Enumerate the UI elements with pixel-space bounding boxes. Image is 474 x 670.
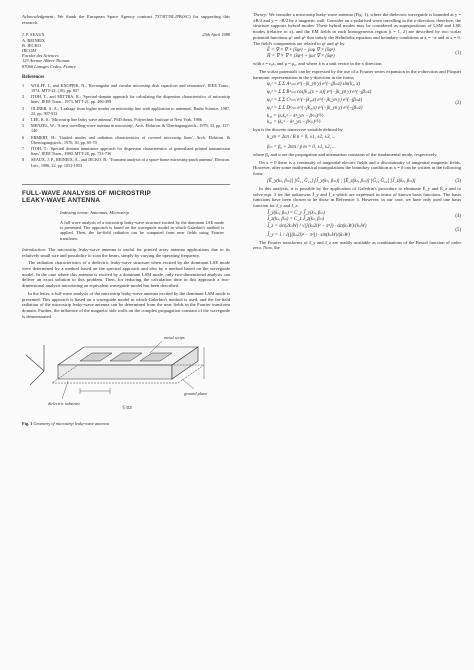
article-divider [22,184,230,185]
equation-line: k_yn = 2nπ / B n = 0, ±1, ±2, ±3, ... [267,135,336,141]
equation-line: φ₁ᵉ = Σ Σ A¹ₙₘ e^(−jk_yn y) e^(−jβₘz) sin(k₁ₓ x) [267,82,360,88]
ref-num: 8 [22,157,25,163]
ref-num: 2 [22,94,25,100]
equation-2 [253,82,461,126]
equation-3 [253,135,461,141]
figure-caption [22,421,230,426]
author-name: J. P. SEAUX [22,32,45,38]
reference-item [22,135,230,145]
acknowledgment-label: Acknowledgment: [22,14,55,19]
equation-number: (1) [455,51,461,57]
substrate-slab [58,347,198,379]
ref-num: 7 [22,146,25,152]
author-name: B. JECKO [22,42,41,48]
ref-num: 1 [22,82,25,88]
ref-num: 4 [22,117,25,123]
equation-number: (4) [455,213,461,219]
article-title: LEAKY-WAVE ANTENNA [22,197,101,205]
figure-caption-text: Geometry of microstrip leaky-wave antenna [33,421,109,427]
antenna-geometry-diagram [22,325,230,413]
equation-line: Ē = ∇ × ∇ × (x̂φᵉ) − jωμ ∇ × (x̂φʰ) [267,48,335,54]
theory-paragraph: On x = 0 there is a continuity of tangential electric fields and a discontinuity of tangential magnetic fields. However, after some mathematical manipulations the boundary condition at x = 0 can be written in the following form: [253,159,461,177]
figure-1 [22,325,230,426]
equation-line: φ₂ᵉ = Σ Σ C²ₙₘ e^(−jk₂ₓx) e^(−jk_yn y) e^(−jβₘz) [267,98,363,104]
abstract: A full-wave analysis of a microstrip leaky-wave structure excited by the dominant LSE mode is presented. The approach is based on the waveguide model in which Galerkin's method is applied. Then, the far-field radiation can be computed from near fields using Fourier transform. [60,219,224,241]
equation-line: φ₁ʰ = Σ Σ B¹ₙₘ cos[k₁ₓ(x + a)] e^(−jk_yn y) e^(−jβₘz) [267,90,372,96]
equation-line: φ₂ʰ = Σ Σ D²ₙₘ e^(−jk₂ₓx) e^(−jk_yn y) e^(−jβₘz) [267,106,363,112]
affiliation-line: 123 Avenue Albert-Thomas [22,58,70,64]
equation-7 [253,224,461,239]
theory-paragraph [253,12,461,46]
right-column [253,0,461,253]
equation-line: J̃_z(kₙ, βₘ) = C_z J̃_z(kₙ, βₘ) [267,216,325,222]
reference-item [22,123,230,133]
left-column [22,0,230,427]
acknowledgment-text: We thank the European Space Agency contract 737/87/NL/PB(SC) for supporting this research. [22,14,230,25]
equation-line: J̃_z = sin(2kₙW) / √([(kₙ2l)² − π²]) · sin(kₙW)/(kₙW) [267,223,367,229]
equation-number: (2) [455,101,461,107]
label-metal-strips: metal strips [164,335,185,341]
equation-line: J̃_y = 1 / √([(kₙ2l)² − π²]) · sin(kₙW)/(kₙW) [267,232,350,238]
label-ground-plane: ground plane [184,391,208,397]
ref-num: 5 [22,123,25,129]
equation-number: (5) [455,228,461,234]
ref-text: SEAUX, J. P., REINEIX, A., and JECKO, B.: 'Transient analysis of a space-borne microstrip patch antenna', Electron. Lett., 1986, 22, pp. 1052-1053 [31,157,230,168]
equation-line: H̄ = ∇ × ∇ × (x̂φʰ) + jωε ∇ × (x̂φᵉ) [267,54,335,60]
theory-label: Theory: [253,12,268,17]
theory-paragraph: The scalar potentials can be expressed by the use of a Fourier series expansion in the z-direction and Floquet harmonic representation in the y-direction in the forms [253,68,461,80]
intro-paragraph [22,247,230,258]
equation-line: k₂ₓ = (k₀² − k²_yn − β²ₘ)^½ [267,120,321,126]
reference-item [22,146,230,156]
acknowledgment [22,14,230,25]
intro-paragraph: The radiation characteristics of a dielectric leaky-wave structure when excited by the dominant LSE mode were determined by a method based on the spectral approach and also by a method based on the waveguide model. In the case where this antenna is excited by a dominant LSM mode, only two-dimensional analysis can deliver an exact solution to this problem. Then, for reducing the calculation time in this approach a two-dimensional analysis introducing an equivalent waveguide model has been described. [22,260,230,289]
equation-5 [253,179,461,185]
references-heading: References [22,74,45,80]
equation-4 [253,145,461,151]
intro-paragraph: In the letter, a full-wave analysis of the microstrip leaky-wave antenna excited by the dominant LSM mode is presented. This approach is based on a waveguide model in which Galerkin's method is used, and the far-field radiation of the microstrip leaky-wave antenna can be determined from the near fields in the Fourier transform domain. Further, the influence of the magnetic side walls on the complex propagation constant of the waveguide is demonstrated. [22,290,230,319]
theory-paragraph: where β₀ and α are the propagation and attenuation constants of the fundamental mode, respectively. [253,152,438,158]
figure-code: ⓑ03 [122,405,132,411]
metal-strips [80,353,172,361]
affiliation [22,48,230,69]
equation-1 [253,48,461,60]
equation-6 [253,211,461,223]
author-name: A. REINEIX [22,37,45,43]
affiliation-line: IRCOM [22,48,36,54]
reference-item [22,83,230,93]
ref-num: 6 [22,134,25,140]
theory-paragraph: In this analysis, it is possible by the application of Galerkin's procedure to eliminate Ẽ_y and Ẽ_z and to solve eqn. 3 for the unknowns J̃_y and J̃_z which are expressed in terms of known basis functions. The basis functions have been chosen to be those in Reference 3. However, in our case, we have only used one basis function for J_y and J_z: [253,185,461,208]
ref-text: OLINER, A. A.: 'Leakage from higher modes on microstrip line with application to antennas', Radio Science, 1987, 22, pp. 907-912 [31,105,230,116]
reference-item [22,157,230,167]
ref-text: MENZEL, W.: 'A new travelling-wave antenna in microstrip', Arch. Elektron. & Übertragungstech., 1979, 33, pp. 137-140 [31,123,230,134]
ref-text: ITOH, T.: 'Spectral domain immitance approach for dispersion characteristics of generalized printed transmission lines', IEEE Trans., 1980, MTT-28, pp. 733-736 [31,146,230,157]
figure-caption-label: Fig. 1 [22,421,33,427]
intro-text: The microstrip leaky-wave antenna is useful for printed array antenna applications due to its relatively small size and possibility to scan the beam, simply by varying the operating frequency. [22,246,230,258]
ref-num: 3 [22,105,25,111]
affiliation-line: 87060 Limoges Cedex, France [22,63,76,69]
affiliation-line: Faculté des Sciences [22,53,59,59]
theory-paragraph: The Fourier transforms of J_y and J_z are readily available as combinations of the Bessel function of order zero. Now, the [253,239,461,251]
theory-paragraph: with ε = ε₀εᵣ and μ = μ₀, and where x̂ is a unit vector in the x direction. [253,61,383,67]
intro-label: Introduction: [22,246,47,252]
ref-text: WOLFF, I., and KNOPPIK, N.: 'Rectangular and circular microstrip disk capacitors and resonators', IEEE Trans., 1974, MTT-22, (10), pp. 857 [31,82,230,94]
equation-line: [Ẽ_y(kₙ, βₘ)] [Ĝ₁₁ Ĝ₁₂] [J̃_y(kₙ, βₘ)] ; [Ẽ_z(kₙ, βₘ)] [Ĝ₂₁ Ĝ₂₂] [J̃_z(kₙ, βₘ)] [267,178,416,184]
indexing-terms: Indexing terms: Antennas, Microstrip [60,210,129,216]
received-date: 25th April 1988 [202,32,230,38]
ref-text: ITOH, T., and MITTRA, R.: 'Spectral-domain approach for calculating the dispersion characteristics of microstrip lines', IEEE Trans., 1973, MTT-21, pp. 496-499 [31,94,230,105]
reference-list [22,83,230,168]
label-dielectric: dielectric substrate [48,401,81,407]
author-row [22,32,230,48]
equation-number: (3) [455,178,461,184]
theory-paragraph: kyn is the discrete transverse variable defined by [253,127,343,133]
author-names [22,32,45,48]
reference-item [22,106,230,116]
article-title: FULL-WAVE ANALYSIS OF MICROSTRIP [22,189,152,197]
coordinate-axes [26,345,44,385]
ref-text: ERMERT, H.: 'Guided modes and radiation characteristics of covered microstrip lines', Arch. Elektron. & Übertragungstech., 1976, 30, pp. 65-70 [31,134,230,145]
equation-line: k₁ₓ = (εᵣk₀² − k²_yn − β²ₘ)^½ [267,114,324,120]
equation-line: βₘ = β₀ + 2mπ / p m = 0, ±1, ±2, ... [267,145,336,151]
equation-line: J̃_y(kₙ, βₘ) = C_y J̃_y(kₙ, βₘ) [267,210,325,216]
ref-text: LEE, K. S.: 'Microstrip line leaky wave antenna'. PhD thesis, Polytechnic Institute of New York, 1986 [31,117,202,123]
theory-text: We consider a microstrip leaky-wave antenna (Fig. 1), where the dielectric waveguide is bounded at y = ±B/2 and y = −B/2 by a magnetic wall. Consider an x-polarised wave travelling in the z-direction; therefore, the structure supports hybrid modes. These hybrid modes may be considered as superpositions of LSM and LSE modes (relative to x), and the EM fields in each homogeneous region (i = 1, 2) are described by two scalar potential functions φᵉ and φʰ that satisfy the Helmholtz equation and boundary conditions at x = −a and at x = 0. The field's components are related to φᵉ and φʰ by [253,12,461,46]
reference-item [22,94,230,104]
reference-item [22,117,230,122]
